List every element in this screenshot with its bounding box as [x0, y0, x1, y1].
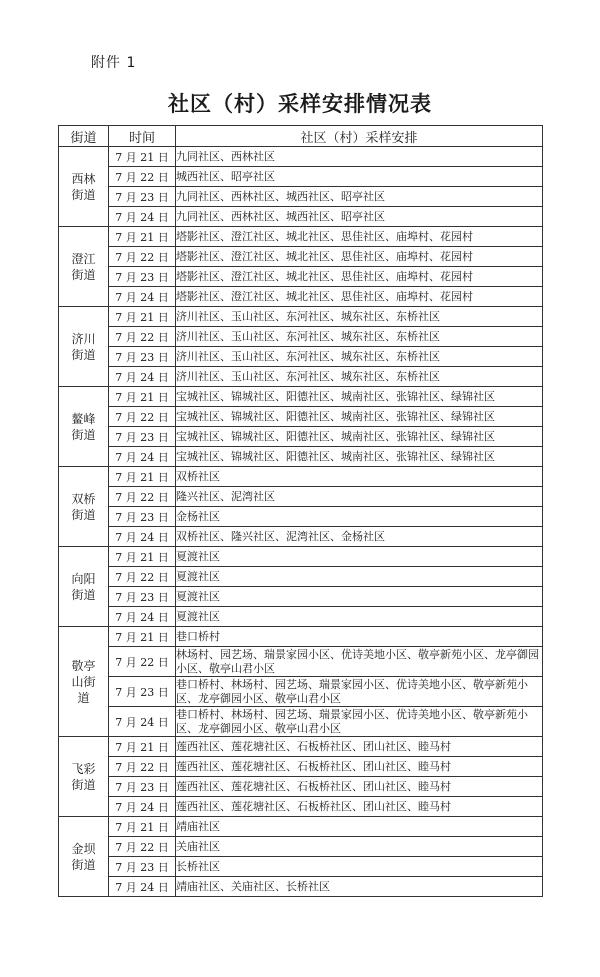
table-row — [59, 227, 543, 247]
communities-cell: 九同社区、西林社区 — [176, 147, 543, 167]
table-row — [59, 677, 543, 707]
street-name: 向阳街道 — [71, 571, 96, 602]
date-cell: 7 月 24 日 — [109, 447, 176, 467]
table-row — [59, 627, 543, 647]
table-row — [59, 367, 543, 387]
date-cell: 7 月 24 日 — [109, 877, 176, 897]
street-cell — [59, 467, 109, 547]
date-cell: 7 月 24 日 — [109, 607, 176, 627]
table-row — [59, 837, 543, 857]
communities-cell: 济川社区、玉山社区、东河社区、城东社区、东桥社区 — [176, 307, 543, 327]
communities-cell: 夏渡社区 — [176, 587, 543, 607]
street-cell — [59, 817, 109, 897]
date-cell: 7 月 21 日 — [109, 467, 176, 487]
schedule-table — [58, 125, 543, 897]
table-row — [59, 607, 543, 627]
communities-cell: 金杨社区 — [176, 507, 543, 527]
communities-cell: 莲西社区、莲花塘社区、石板桥社区、团山社区、睦马村 — [176, 777, 543, 797]
table-row — [59, 187, 543, 207]
communities-cell: 宝城社区、锦城社区、阳德社区、城南社区、张锦社区、绿锦社区 — [176, 387, 543, 407]
date-cell: 7 月 24 日 — [109, 527, 176, 547]
street-name: 澄江街道 — [71, 251, 96, 282]
communities-cell: 宝城社区、锦城社区、阳德社区、城南社区、张锦社区、绿锦社区 — [176, 447, 543, 467]
communities-cell: 长桥社区 — [176, 857, 543, 877]
table-row — [59, 587, 543, 607]
communities-cell: 塔影社区、澄江社区、城北社区、思佳社区、庙埠村、花园村 — [176, 227, 543, 247]
table-row — [59, 857, 543, 877]
table-row — [59, 487, 543, 507]
table-row — [59, 207, 543, 227]
date-cell: 7 月 21 日 — [109, 387, 176, 407]
communities-cell: 巷口桥村、林场村、园艺场、瑞景家园小区、优诗美地小区、敬亭新苑小区、龙亭御园小区、敬亭山君小区 — [176, 677, 543, 707]
date-cell: 7 月 23 日 — [109, 857, 176, 877]
date-cell: 7 月 22 日 — [109, 647, 176, 677]
date-cell: 7 月 22 日 — [109, 407, 176, 427]
header-time: 时间 — [109, 126, 176, 147]
street-name: 双桥街道 — [71, 491, 96, 522]
communities-cell: 宝城社区、锦城社区、阳德社区、城南社区、张锦社区、绿锦社区 — [176, 427, 543, 447]
table-row — [59, 527, 543, 547]
attachment-label: 附件 1 — [91, 55, 137, 71]
table-row — [59, 267, 543, 287]
date-cell: 7 月 21 日 — [109, 817, 176, 837]
communities-cell: 塔影社区、澄江社区、城北社区、思佳社区、庙埠村、花园村 — [176, 247, 543, 267]
date-cell: 7 月 23 日 — [109, 677, 176, 707]
date-cell: 7 月 22 日 — [109, 327, 176, 347]
table-row — [59, 567, 543, 587]
date-cell: 7 月 23 日 — [109, 777, 176, 797]
table-row — [59, 547, 543, 567]
table-row — [59, 797, 543, 817]
table-row — [59, 447, 543, 467]
header-row — [59, 126, 543, 147]
table-row — [59, 757, 543, 777]
communities-cell: 九同社区、西林社区、城西社区、昭亭社区 — [176, 187, 543, 207]
date-cell: 7 月 22 日 — [109, 167, 176, 187]
communities-cell: 莲西社区、莲花塘社区、石板桥社区、团山社区、睦马村 — [176, 737, 543, 757]
communities-cell: 济川社区、玉山社区、东河社区、城东社区、东桥社区 — [176, 327, 543, 347]
communities-cell: 夏渡社区 — [176, 607, 543, 627]
table-row — [59, 247, 543, 267]
communities-cell: 靖庙社区 — [176, 817, 543, 837]
street-name: 西林街道 — [71, 171, 96, 202]
table-row — [59, 407, 543, 427]
communities-cell: 巷口桥村、林场村、园艺场、瑞景家园小区、优诗美地小区、敬亭新苑小区、龙亭御园小区、敬亭山君小区 — [176, 707, 543, 737]
date-cell: 7 月 24 日 — [109, 797, 176, 817]
communities-cell: 莲西社区、莲花塘社区、石板桥社区、团山社区、睦马村 — [176, 757, 543, 777]
communities-cell: 夏渡社区 — [176, 567, 543, 587]
table-row — [59, 647, 543, 677]
communities-cell: 靖庙社区、关庙社区、长桥社区 — [176, 877, 543, 897]
table-row — [59, 467, 543, 487]
table-row — [59, 427, 543, 447]
date-cell: 7 月 22 日 — [109, 757, 176, 777]
street-cell — [59, 387, 109, 467]
table-row — [59, 817, 543, 837]
communities-cell: 济川社区、玉山社区、东河社区、城东社区、东桥社区 — [176, 347, 543, 367]
communities-cell: 塔影社区、澄江社区、城北社区、思佳社区、庙埠村、花园村 — [176, 287, 543, 307]
communities-cell: 塔影社区、澄江社区、城北社区、思佳社区、庙埠村、花园村 — [176, 267, 543, 287]
date-cell: 7 月 24 日 — [109, 287, 176, 307]
table-row — [59, 777, 543, 797]
date-cell: 7 月 24 日 — [109, 707, 176, 737]
communities-cell: 双桥社区、隆兴社区、泥湾社区、金杨社区 — [176, 527, 543, 547]
table-row — [59, 737, 543, 757]
communities-cell: 夏渡社区 — [176, 547, 543, 567]
date-cell: 7 月 23 日 — [109, 427, 176, 447]
date-cell: 7 月 21 日 — [109, 307, 176, 327]
table-row — [59, 707, 543, 737]
table-row — [59, 507, 543, 527]
date-cell: 7 月 23 日 — [109, 267, 176, 287]
street-cell — [59, 627, 109, 737]
table-row — [59, 147, 543, 167]
header-arrangement: 社区（村）采样安排 — [176, 126, 543, 147]
table-row — [59, 167, 543, 187]
table-row — [59, 307, 543, 327]
date-cell: 7 月 22 日 — [109, 567, 176, 587]
date-cell: 7 月 23 日 — [109, 507, 176, 527]
street-name: 敬亭山街道 — [71, 658, 96, 705]
page-title: 社区（村）采样安排情况表 — [168, 91, 432, 116]
date-cell: 7 月 23 日 — [109, 347, 176, 367]
header-street: 街道 — [59, 126, 109, 147]
street-cell — [59, 307, 109, 387]
communities-cell: 宝城社区、锦城社区、阳德社区、城南社区、张锦社区、绿锦社区 — [176, 407, 543, 427]
street-name: 金坝街道 — [71, 841, 96, 872]
date-cell: 7 月 24 日 — [109, 367, 176, 387]
date-cell: 7 月 23 日 — [109, 587, 176, 607]
street-name: 飞彩街道 — [71, 761, 96, 792]
date-cell: 7 月 21 日 — [109, 627, 176, 647]
communities-cell: 双桥社区 — [176, 467, 543, 487]
table-row — [59, 877, 543, 897]
date-cell: 7 月 22 日 — [109, 247, 176, 267]
street-name: 济川街道 — [71, 331, 96, 362]
communities-cell: 隆兴社区、泥湾社区 — [176, 487, 543, 507]
street-cell — [59, 147, 109, 227]
date-cell: 7 月 21 日 — [109, 147, 176, 167]
street-cell — [59, 227, 109, 307]
communities-cell: 城西社区、昭亭社区 — [176, 167, 543, 187]
date-cell: 7 月 22 日 — [109, 837, 176, 857]
date-cell: 7 月 21 日 — [109, 737, 176, 757]
communities-cell: 关庙社区 — [176, 837, 543, 857]
street-cell — [59, 547, 109, 627]
communities-cell: 济川社区、玉山社区、东河社区、城东社区、东桥社区 — [176, 367, 543, 387]
table-row — [59, 387, 543, 407]
table-row — [59, 287, 543, 307]
table-row — [59, 327, 543, 347]
date-cell: 7 月 22 日 — [109, 487, 176, 507]
table-body — [59, 147, 543, 897]
date-cell: 7 月 21 日 — [109, 547, 176, 567]
communities-cell: 林场村、园艺场、瑞景家园小区、优诗美地小区、敬亭新苑小区、龙亭御园小区、敬亭山君小区 — [176, 647, 543, 677]
communities-cell: 巷口桥村 — [176, 627, 543, 647]
table-header — [59, 126, 543, 147]
date-cell: 7 月 23 日 — [109, 187, 176, 207]
table-row — [59, 347, 543, 367]
communities-cell: 莲西社区、莲花塘社区、石板桥社区、团山社区、睦马村 — [176, 797, 543, 817]
street-cell — [59, 737, 109, 817]
street-name: 鳌峰街道 — [71, 411, 96, 442]
communities-cell: 九同社区、西林社区、城西社区、昭亭社区 — [176, 207, 543, 227]
date-cell: 7 月 24 日 — [109, 207, 176, 227]
date-cell: 7 月 21 日 — [109, 227, 176, 247]
